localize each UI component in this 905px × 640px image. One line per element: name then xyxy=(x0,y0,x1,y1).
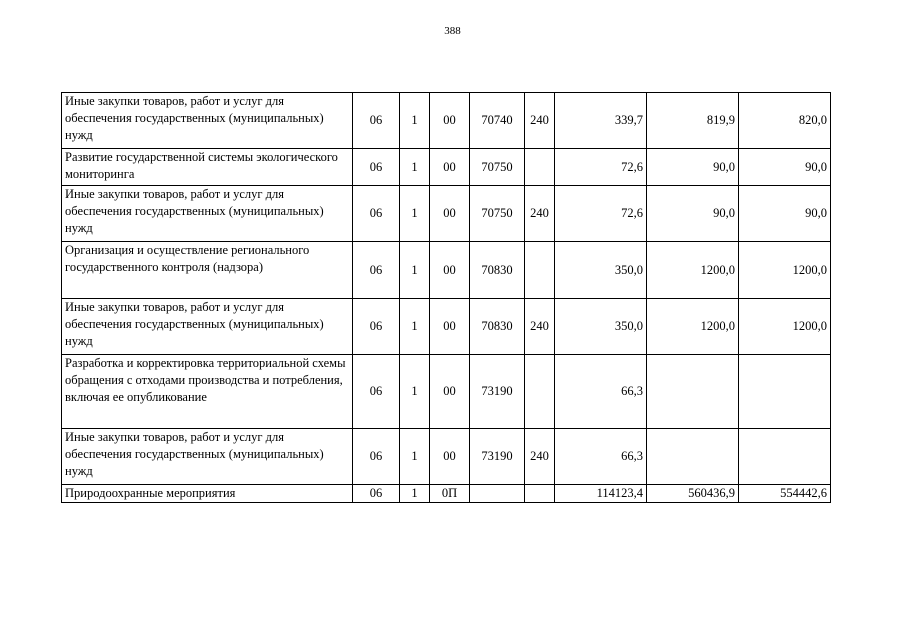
subsection-code: 1 xyxy=(400,485,430,503)
row-name: Иные закупки товаров, работ и услуг для обеспечения государственных (муниципальных) нужд xyxy=(62,299,353,355)
subsection-code: 1 xyxy=(400,93,430,149)
subsection-code: 1 xyxy=(400,186,430,242)
amount-year-1: 72,6 xyxy=(555,186,647,242)
article-code: 70740 xyxy=(470,93,525,149)
article-code: 70830 xyxy=(470,242,525,299)
article-code: 70750 xyxy=(470,149,525,186)
amount-year-2 xyxy=(647,355,739,429)
program-code: 00 xyxy=(430,355,470,429)
subsection-code: 1 xyxy=(400,429,430,485)
section-code: 06 xyxy=(353,242,400,299)
amount-year-1: 339,7 xyxy=(555,93,647,149)
article-code: 73190 xyxy=(470,429,525,485)
subsection-code: 1 xyxy=(400,355,430,429)
program-code: 00 xyxy=(430,93,470,149)
program-code: 00 xyxy=(430,186,470,242)
subsection-code: 1 xyxy=(400,242,430,299)
section-code: 06 xyxy=(353,299,400,355)
program-code: 00 xyxy=(430,429,470,485)
amount-year-3: 554442,6 xyxy=(739,485,831,503)
table-row xyxy=(62,242,831,299)
row-name: Организация и осуществление регионального государственного контроля (надзора) xyxy=(62,242,353,299)
amount-year-3 xyxy=(739,355,831,429)
section-code: 06 xyxy=(353,355,400,429)
expense-type-code: 240 xyxy=(525,93,555,149)
subsection-code: 1 xyxy=(400,149,430,186)
amount-year-2 xyxy=(647,429,739,485)
subsection-code: 1 xyxy=(400,299,430,355)
row-name: Природоохранные мероприятия xyxy=(62,485,353,503)
amount-year-2: 819,9 xyxy=(647,93,739,149)
article-code xyxy=(470,485,525,503)
amount-year-2: 560436,9 xyxy=(647,485,739,503)
table-row xyxy=(62,485,831,503)
section-code: 06 xyxy=(353,149,400,186)
amount-year-3: 1200,0 xyxy=(739,299,831,355)
table-row xyxy=(62,93,831,149)
expense-type-code: 240 xyxy=(525,186,555,242)
row-name: Иные закупки товаров, работ и услуг для обеспечения государственных (муниципальных) нужд xyxy=(62,186,353,242)
budget-table xyxy=(61,92,831,503)
amount-year-2: 1200,0 xyxy=(647,242,739,299)
amount-year-2: 90,0 xyxy=(647,186,739,242)
expense-type-code: 240 xyxy=(525,299,555,355)
amount-year-3 xyxy=(739,429,831,485)
amount-year-1: 66,3 xyxy=(555,355,647,429)
program-code: 00 xyxy=(430,242,470,299)
page-number: 388 xyxy=(444,25,461,37)
section-code: 06 xyxy=(353,93,400,149)
section-code: 06 xyxy=(353,429,400,485)
expense-type-code xyxy=(525,355,555,429)
article-code: 70750 xyxy=(470,186,525,242)
expense-type-code: 240 xyxy=(525,429,555,485)
expense-type-code xyxy=(525,242,555,299)
table-row xyxy=(62,149,831,186)
row-name: Развитие государственной системы экологического мониторинга xyxy=(62,149,353,186)
program-code: 0П xyxy=(430,485,470,503)
amount-year-3: 90,0 xyxy=(739,149,831,186)
table-row xyxy=(62,186,831,242)
expense-type-code xyxy=(525,485,555,503)
section-code: 06 xyxy=(353,186,400,242)
section-code: 06 xyxy=(353,485,400,503)
article-code: 70830 xyxy=(470,299,525,355)
amount-year-1: 72,6 xyxy=(555,149,647,186)
program-code: 00 xyxy=(430,149,470,186)
program-code: 00 xyxy=(430,299,470,355)
row-name: Иные закупки товаров, работ и услуг для обеспечения государственных (муниципальных) нужд xyxy=(62,93,353,149)
amount-year-3: 1200,0 xyxy=(739,242,831,299)
table-row xyxy=(62,355,831,429)
amount-year-1: 114123,4 xyxy=(555,485,647,503)
expense-type-code xyxy=(525,149,555,186)
row-name: Разработка и корректировка территориальной схемы обращения с отходами производства и потребления, включая ее опубликование xyxy=(62,355,353,429)
article-code: 73190 xyxy=(470,355,525,429)
table-row xyxy=(62,299,831,355)
amount-year-1: 350,0 xyxy=(555,299,647,355)
table-row xyxy=(62,429,831,485)
amount-year-1: 350,0 xyxy=(555,242,647,299)
amount-year-2: 1200,0 xyxy=(647,299,739,355)
row-name: Иные закупки товаров, работ и услуг для обеспечения государственных (муниципальных) нужд xyxy=(62,429,353,485)
amount-year-1: 66,3 xyxy=(555,429,647,485)
amount-year-2: 90,0 xyxy=(647,149,739,186)
amount-year-3: 90,0 xyxy=(739,186,831,242)
amount-year-3: 820,0 xyxy=(739,93,831,149)
